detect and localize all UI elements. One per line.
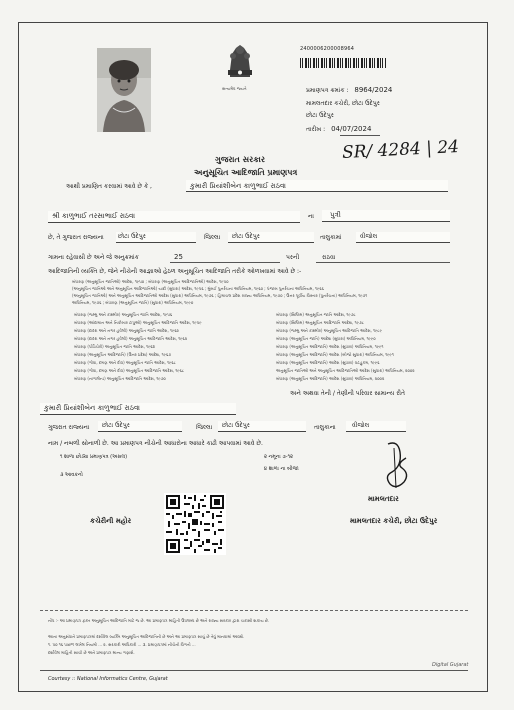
order-top-4: અધિનિયમ, ૧૯૭૬ ; બંધારણ (અનુસૂચિત જાતિ) (સુધારા) અધિનિયમ, ૧૯૯૦	[72, 300, 194, 305]
state-label: છે, તે ગુજરાત રાજ્યના	[48, 234, 104, 241]
district2: છોટા ઉદેપુર	[222, 422, 250, 429]
govt-title: ગુજરાત સરકાર	[215, 155, 265, 164]
order-left-4: બંધારણ (દાદરા અને નગર હવેલી) અનુસૂચિત આદિજાતિ આદેશ, ૧૯૬૨	[74, 336, 188, 341]
footer-note-4: દર્શાવેલ માહિતી સાચી છે અને પ્રમાણપત્ર માન્ય ગણાશે.	[48, 650, 135, 655]
resident-state-label: ગુજરાત રાજ્યના	[48, 424, 90, 431]
order-right-5: બંધારણ (અનુસૂચિત આદિજાતિ) આદેશ (સુધારા) અધિનિયમ, ૧૯૯૧	[276, 344, 384, 349]
date-row	[306, 125, 371, 134]
father-name: શ્રી કાળુભાઈ તરસાભાઈ રાઠવા	[52, 212, 136, 220]
office-line1: મામલતદાર કચેરી, છોટા ઉદેપુર	[306, 100, 380, 107]
order-right-7: બંધારણ (અનુસૂચિત આદિજાતિ) આદેશ (સુધારા) વટહુકમ, ૧૯૯૬	[276, 360, 380, 365]
village2: વીજોલ	[352, 422, 370, 429]
resident-name: કુમારી પ્રિયાંશીબેન કાળુભાઈ રાઠવા	[44, 404, 141, 412]
officer-signature	[378, 438, 416, 496]
order-left-7: બંધારણ (ગોવા, દમણ અને દીવ) અનુસૂચિત જાતિ આદેશ, ૧૯૬૮	[74, 360, 176, 365]
national-emblem-icon	[222, 40, 258, 88]
recognized-line: આદિજાતિની વ્યક્તિ છે, જેને નીચેની આજ્ઞાઓ હેઠળ અનુસૂચિત આદિજાતિ તરીકે ઓળખવામાં આવે છે :-	[48, 268, 302, 275]
certificate-title: અનુસૂચિત આદિજાતિ પ્રમાણપત્ર	[194, 168, 298, 177]
order-right-6: બંધારણ (અનુસૂચિત આદિજાતિ) આદેશ (બીજો સુધારા) અધિનિયમ, ૧૯૯૧	[276, 352, 394, 357]
order-left-3: બંધારણ (દાદરા અને નગર હવેલી) અનુસૂચિત જાતિ આદેશ, ૧૯૬૨	[74, 328, 179, 333]
relation: પુત્રી	[330, 211, 341, 219]
certify-intro: આથી પ્રમાણિત કરવામાં આવે છે કે ,	[66, 183, 152, 190]
schedule-mid: પરની	[286, 254, 300, 261]
relation-label: ના	[308, 213, 314, 220]
order-left-1: બંધારણ (જમ્મુ અને કાશ્મીર) અનુસૂચિત જાતિ આદેશ, ૧૯૫૬	[74, 312, 173, 317]
district-label: જિલ્લા	[204, 234, 221, 241]
cert-number: 8964/2024	[354, 86, 393, 94]
doc-2: ૨ નમૂના ૭-૧૨	[264, 454, 293, 460]
village: વીજોલ	[360, 233, 378, 240]
cert-number-row	[306, 86, 392, 95]
digital-gujarat: Digital Gujarat	[432, 662, 469, 668]
footer-note-1: નોંધ :- આ પ્રમાણપત્ર ફક્ત અનુસૂચિત આદિજાતિ માટે જ છે. આ પ્રમાણપત્ર માહિતી ઉપલબ્ધ છે અને રાજ્ય સરકાર દ્વારા ચકાસી શકાય છે.	[48, 618, 270, 623]
officer-title: મામલતદાર	[368, 495, 399, 503]
order-left-6: બંધારણ (અનુસૂચિત આદિજાતિ) (ઉત્તર પ્રદેશ) આદેશ, ૧૯૬૭	[74, 352, 172, 357]
family-line-end: અને અથવા તેની / તેણીની પરિવાર સામાન્ય રીતે	[290, 390, 406, 397]
order-right-9: બંધારણ (અનુસૂચિત આદિજાતિ) આદેશ (સુધારા) અધિનિયમ, ૨૦૦૨	[276, 376, 385, 381]
order-left-2: બંધારણ (આંદામાન અને નિકોબાર ટાપુઓ) અનુસૂચિત આદિજાતિ આદેશ, ૧૯૫૯	[74, 320, 202, 325]
order-left-9: બંધારણ (નાગાલેન્ડ) અનુસૂચિત આદિજાતિ આદેશ, ૧૯૭૦	[74, 376, 166, 381]
district2-label: જિલ્લા	[196, 424, 213, 431]
order-right-2: બંધારણ (સિક્કિમ) અનુસૂચિત આદિજાતિ આદેશ, ૧૯૭૮	[276, 320, 364, 325]
order-top-2: (અનુસૂચિત જાતિઓ અને અનુસૂચિત આદિજાતિઓ) યાદી (સુધારા) આદેશ, ૧૯૫૬ ; મુંબઈ પુનર્રચના અધિનિયમ, ૧૯૬૦ ; પંજાબ પુનર્રચના અધિનિયમ, ૧૯૬૬	[72, 286, 324, 291]
doc-3: ૩ આવકનો	[60, 472, 83, 478]
issue-date: 04/07/2024	[331, 125, 372, 133]
page-border	[18, 22, 488, 692]
barcode-number: 2400006200008964	[300, 46, 355, 52]
doc-1: ૧ શાળા છોડ્યા પ્રમાણપત્ર (અસલ)	[60, 454, 128, 460]
order-right-4: બંધારણ (અનુસૂચિત જાતિ) આદેશ (સુધારા) અધિનિયમ, ૧૯૯૦	[276, 336, 376, 341]
taluka2-label: તાલુકાના	[314, 424, 336, 431]
order-top-3: (અનુસૂચિત જાતિઓ) અને અનુસૂચિત આદિજાતિઓ આદેશ (સુધારા) અધિનિયમ, ૧૯૭૬ ; હિમાચલ પ્રદેશ રાજ્ય અધિનિયમ, ૧૯૭૦ ; ઉત્તર પૂર્વીય વિસ્તાર (પુનર્રચના) અધિનિયમ, ૧૯૭૧	[72, 293, 368, 298]
date-label: તારીખ :	[306, 126, 326, 133]
office-line2: છોટા ઉદેપુર	[306, 112, 334, 119]
schedule-label: ગામના રહેવાસી છે અને જે અનુક્રમાંક	[48, 254, 139, 261]
order-right-3: બંધારણ (જમ્મુ અને કાશ્મીર) અનુસૂચિત આદિજાતિ આદેશ, ૧૯૮૯	[276, 328, 382, 333]
taluka1: છોટા ઉદેપુર	[118, 233, 146, 240]
barcode	[300, 58, 386, 68]
taluka-label: તાલુકામાં	[320, 234, 342, 241]
doc-4: ૪ શાળા ના બીજા	[264, 466, 299, 472]
cert-number-label: પ્રમાણપત્ર ક્રમાંક :	[306, 87, 349, 94]
tribe: રાઠવા	[322, 254, 336, 261]
taluka2: છોટા ઉદેપુર	[102, 422, 130, 429]
district1: છોટા ઉદેપુર	[232, 233, 260, 240]
footer-note-2: આના અનુસંધાને પ્રમાણપત્રમાં દર્શાવેલ વ્યક્તિ અનુસૂચિત આદિજાતિની છે અને આ પ્રમાણપત્ર સાચું છે તેવું માનવામાં આવશે.	[48, 634, 245, 639]
emblem-caption: સત્યમેવ જયતે	[222, 86, 247, 91]
handwritten-serial: SR/ 4284 | 24	[341, 136, 460, 164]
qr-code	[164, 493, 226, 555]
officer-office: મામલતદાર કચેરી, છોટા ઉદેપુર	[350, 517, 438, 525]
order-right-1: બંધારણ (સિક્કિમ) અનુસૂચિત જાતિ આદેશ, ૧૯૭૮	[276, 312, 356, 317]
courtesy: Courtesy :: National Informatics Centre, Gujarat	[48, 676, 168, 682]
seal-label: કચેરીની મહોર	[90, 517, 132, 525]
order-right-8: અનુસૂચિત જાતિઓ અને અનુસૂચિત આદિજાતિઓ આદેશ (સુધારા) અધિનિયમ, ૨૦૦૨	[276, 368, 415, 373]
applicant-name: કુમારી પ્રિયાંશીબેન કાળુભાઈ રાઠવા	[190, 182, 287, 190]
order-left-5: બંધારણ (પોંડિચેરી) અનુસૂચિત જાતિ આદેશ, ૧૯૬૪	[74, 344, 156, 349]
order-top-1: બંધારણ (અનુસૂચિત જાતિઓ) આદેશ, ૧૯૫૦ ; બંધારણ (અનુસૂચિત આદિજાતિઓ) આદેશ, ૧૯૫૦	[72, 279, 229, 284]
doc-line: નામ / નબળી સોનાળી છે. આ પ્રમાણપત્ર નીચેની આધારોના આધારે કાઢી આપવામાં આવે છે.	[48, 440, 263, 447]
applicant-photo	[97, 48, 151, 132]
footer-note-3: ૧. ૫૦ ૧૬ પાછળ લખેલ નિયમો ... ૨. સરકારી અધિકારી ... ૩. પ્રમાણપત્રમાં નીચેની વિગતો ...	[48, 642, 196, 647]
serial-no: 25	[174, 253, 183, 261]
order-left-8: બંધારણ (ગોવા, દમણ અને દીવ) અનુસૂચિત આદિજાતિ આદેશ, ૧૯૬૮	[74, 368, 185, 373]
